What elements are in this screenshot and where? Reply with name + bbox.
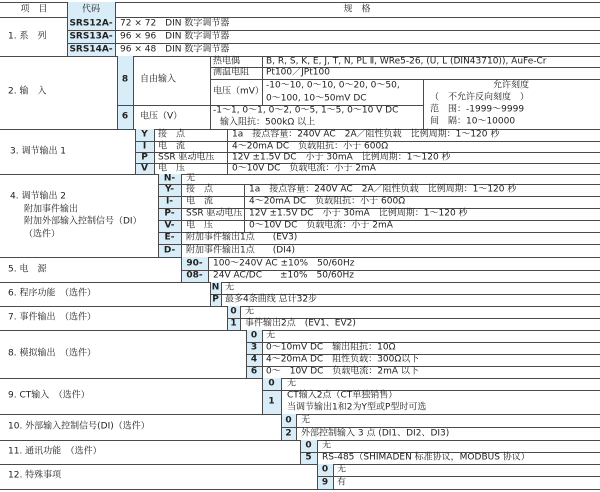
option-code: 6 bbox=[250, 366, 258, 377]
section-label-s4: 4. 调节输出 2 bbox=[10, 191, 67, 202]
option-label: 附加事件输出1点 (EV3) bbox=[186, 232, 298, 243]
table-rule-vertical bbox=[281, 378, 282, 414]
option-code: E- bbox=[164, 232, 175, 243]
table-rule-horizontal bbox=[0, 174, 600, 175]
option-value: 最多4条曲线 总计32步 bbox=[225, 294, 318, 305]
option-value: 无 bbox=[337, 464, 347, 475]
header-item: 项 目 bbox=[20, 4, 48, 15]
option-code: 2 bbox=[285, 428, 292, 438]
option-label: 接 点 bbox=[186, 184, 214, 195]
option-code: 0 bbox=[321, 464, 329, 475]
option-code: 0 bbox=[250, 330, 258, 341]
option-code: 90- bbox=[186, 258, 203, 268]
input-sub-key: 测温电阻 bbox=[213, 67, 250, 78]
option-code: 3 bbox=[250, 342, 258, 353]
table-rule-horizontal bbox=[0, 414, 600, 415]
section-label-s3: 3. 调节输出 1 bbox=[10, 146, 67, 157]
option-value: 0～10V DC 负载电流：小于 2mA bbox=[232, 163, 376, 173]
header-spec: 规 格 bbox=[343, 4, 371, 15]
header-code: 代码 bbox=[81, 4, 101, 15]
table-rule-vertical bbox=[133, 56, 134, 129]
option-value: 事件输出2点 (EV1、EV2) bbox=[245, 318, 356, 329]
option-label: 接 点 bbox=[158, 129, 186, 140]
option-label: 电 压 bbox=[186, 220, 214, 231]
option-value: 1a 接点容量：240V AC 2A／阻性负载 比例周期：1～120 秒 bbox=[249, 184, 517, 195]
option-value-note: 当调节输出1和2为Y型或P型时可选 bbox=[287, 402, 427, 413]
table-rule-vertical bbox=[423, 79, 424, 129]
table-rule-horizontal bbox=[317, 476, 600, 477]
option-value: 无 bbox=[225, 282, 235, 293]
option-value: 无 bbox=[266, 330, 276, 341]
option-value: 100～240V AC ±10% 50/60Hz bbox=[213, 258, 355, 268]
option-code: 08- bbox=[186, 270, 203, 281]
section-label-s4-line: （选件） bbox=[24, 229, 61, 240]
option-code: D- bbox=[163, 245, 176, 255]
input-sub-key: 电压（mV） bbox=[213, 86, 264, 97]
option-label: 电 流 bbox=[186, 196, 214, 207]
option-code: V- bbox=[164, 220, 175, 231]
input-sub-value: 0～100, 10～50mV DC bbox=[266, 93, 367, 104]
option-code: 0 bbox=[285, 415, 292, 425]
option-code: P- bbox=[164, 208, 175, 219]
option-code: 0 bbox=[230, 306, 237, 317]
option-code: 1 bbox=[268, 396, 275, 407]
option-code: Y- bbox=[165, 184, 174, 195]
option-code: P bbox=[141, 152, 148, 162]
option-value: 无 bbox=[322, 440, 332, 451]
table-rule-horizontal bbox=[0, 489, 600, 490]
option-code: V bbox=[141, 163, 148, 173]
option-value: CT输入2点（CT单独销售） bbox=[287, 390, 398, 401]
option-code: 4 bbox=[250, 354, 258, 365]
option-label: 附加事件输出1点 (DI4) bbox=[186, 245, 296, 255]
option-label: 电 压 bbox=[158, 163, 186, 173]
option-value: 12V ±1.5V DC 小于 30mA 比例周期：1～120 秒 bbox=[249, 208, 468, 219]
scale-range: 范 围：-1999～9999 bbox=[430, 104, 525, 115]
option-value: 4～20mA DC 负载阻抗：小于 600Ω bbox=[232, 141, 389, 151]
option-code: N bbox=[211, 282, 220, 293]
option-code: 0 bbox=[268, 378, 275, 389]
input-code: 8 bbox=[121, 74, 129, 85]
option-label: SSR 驱动电压 bbox=[158, 152, 215, 162]
section-label-s7: 7. 事件输出 （选件） bbox=[8, 312, 96, 323]
series-code: SRS14A- bbox=[69, 44, 113, 54]
option-value: 无 bbox=[287, 378, 297, 389]
option-value: 外部控制输入 3 点 (DI1、DI2、DI3) bbox=[301, 428, 450, 438]
option-value: 12V ±1.5V DC 小于 30mA 比例周期：1～120 秒 bbox=[232, 152, 451, 162]
section-label-s8: 8. 模拟输出 （选件） bbox=[8, 348, 96, 359]
table-rule-vertical bbox=[67, 17, 68, 56]
option-value: 4～20mA DC 阻性负载：300Ω以下 bbox=[266, 354, 420, 365]
series-code: SRS12A- bbox=[69, 18, 113, 28]
series-spec: 96 × 48 DIN 数字调节器 bbox=[120, 44, 230, 54]
option-code: N- bbox=[163, 173, 176, 184]
option-value: 0～10V DC 负载电流：小于 2mA bbox=[249, 220, 393, 231]
table-rule-horizontal bbox=[0, 464, 600, 465]
section-label-s6: 6. 程序功能 （选件） bbox=[8, 288, 96, 299]
table-rule-vertical bbox=[115, 17, 116, 56]
table-rule-vertical bbox=[67, 2, 68, 17]
option-code: 0 bbox=[305, 440, 312, 451]
input-sub-key: 热电偶 bbox=[213, 56, 241, 66]
table-rule-vertical bbox=[115, 2, 116, 17]
table-rule-horizontal bbox=[0, 282, 600, 283]
section-label-s10: 10. 外部输入控制信号(DI)（选件） bbox=[8, 421, 150, 432]
input-label: 自由输入 bbox=[140, 74, 177, 85]
section-label-s1: 1. 系 列 bbox=[8, 31, 47, 42]
option-code: P bbox=[212, 294, 219, 305]
option-label: 电 流 bbox=[158, 141, 186, 151]
table-rule-vertical bbox=[117, 56, 118, 129]
series-spec: 72 × 72 DIN 数字调节器 bbox=[120, 18, 230, 28]
option-value: 1a 接点容量：240V AC 2A／阻性负载 比例周期：1～120 秒 bbox=[232, 129, 500, 140]
option-value: RS-485（SHIMADEN 标准协议，MODBUS 协议） bbox=[322, 452, 530, 463]
option-value: 有 bbox=[337, 477, 347, 487]
input-label: 电压（V） bbox=[140, 111, 183, 122]
table-rule-horizontal bbox=[0, 306, 600, 307]
table-rule-vertical bbox=[262, 56, 263, 105]
input-code: 6 bbox=[121, 111, 129, 122]
option-value: 0～ 10V DC 负载电流：2mA 以下 bbox=[266, 366, 419, 377]
table-rule-horizontal bbox=[0, 378, 600, 379]
scale-note: （ 不允许反向刻度 ） bbox=[430, 92, 530, 103]
section-label-s2: 2. 输 入 bbox=[8, 86, 47, 97]
scale-interval: 间 隔：10～10000 bbox=[430, 116, 516, 127]
option-code: Y bbox=[141, 129, 148, 140]
table-rule-horizontal bbox=[0, 330, 600, 331]
scale-title: 允许刻度 bbox=[492, 80, 530, 91]
option-value: 4～20mA DC 负载阻抗：小于 600Ω bbox=[249, 196, 406, 207]
section-label-s4-line: 附加外部输入控制信号（DI） bbox=[24, 216, 142, 227]
option-value: 24V AC/DC ±10% 50/60Hz bbox=[213, 270, 354, 281]
section-label-s12: 12. 特殊事项 bbox=[8, 470, 62, 481]
option-code: I- bbox=[165, 196, 174, 207]
option-code: 1 bbox=[230, 318, 237, 329]
input-impedance: 输入阻抗：500kΩ 以上 bbox=[220, 117, 316, 128]
section-label-s9: 9. CT输入 （选件） bbox=[8, 390, 90, 401]
option-label: 无 bbox=[186, 173, 196, 184]
series-code: SRS13A- bbox=[69, 31, 113, 41]
input-sub-value: -10～10, 0～10, 0～20, 0～50, bbox=[266, 80, 400, 91]
section-label-s5: 5. 电 源 bbox=[8, 264, 47, 275]
input-sub-value: Pt100／JPt100 bbox=[266, 67, 330, 78]
section-label-s4-line: 附加事件输出 bbox=[24, 204, 79, 215]
section-label-s11: 11. 通讯功能 （选件） bbox=[8, 446, 102, 457]
option-code: 5 bbox=[305, 452, 312, 463]
option-code: I bbox=[142, 141, 147, 151]
table-rule-vertical bbox=[262, 378, 263, 414]
input-sub-value: B, R, S, K, E, J, T, N, PL Ⅱ, WRe5-26, (U, L (DIN43710)), AuFe-Cr bbox=[266, 56, 547, 66]
series-spec: 96 × 96 DIN 数字调节器 bbox=[120, 31, 230, 41]
option-code: 9 bbox=[321, 477, 329, 487]
option-label: SSR 驱动电压 bbox=[186, 208, 243, 219]
input-value: -1～1, 0～1, 0～2, 0～5, 1～5, 0～10 V DC bbox=[213, 105, 399, 116]
option-value: 无 bbox=[301, 415, 311, 425]
option-value: 无 bbox=[245, 306, 255, 317]
option-value: 0～10mV DC 输出阻抗：10Ω bbox=[266, 342, 396, 353]
